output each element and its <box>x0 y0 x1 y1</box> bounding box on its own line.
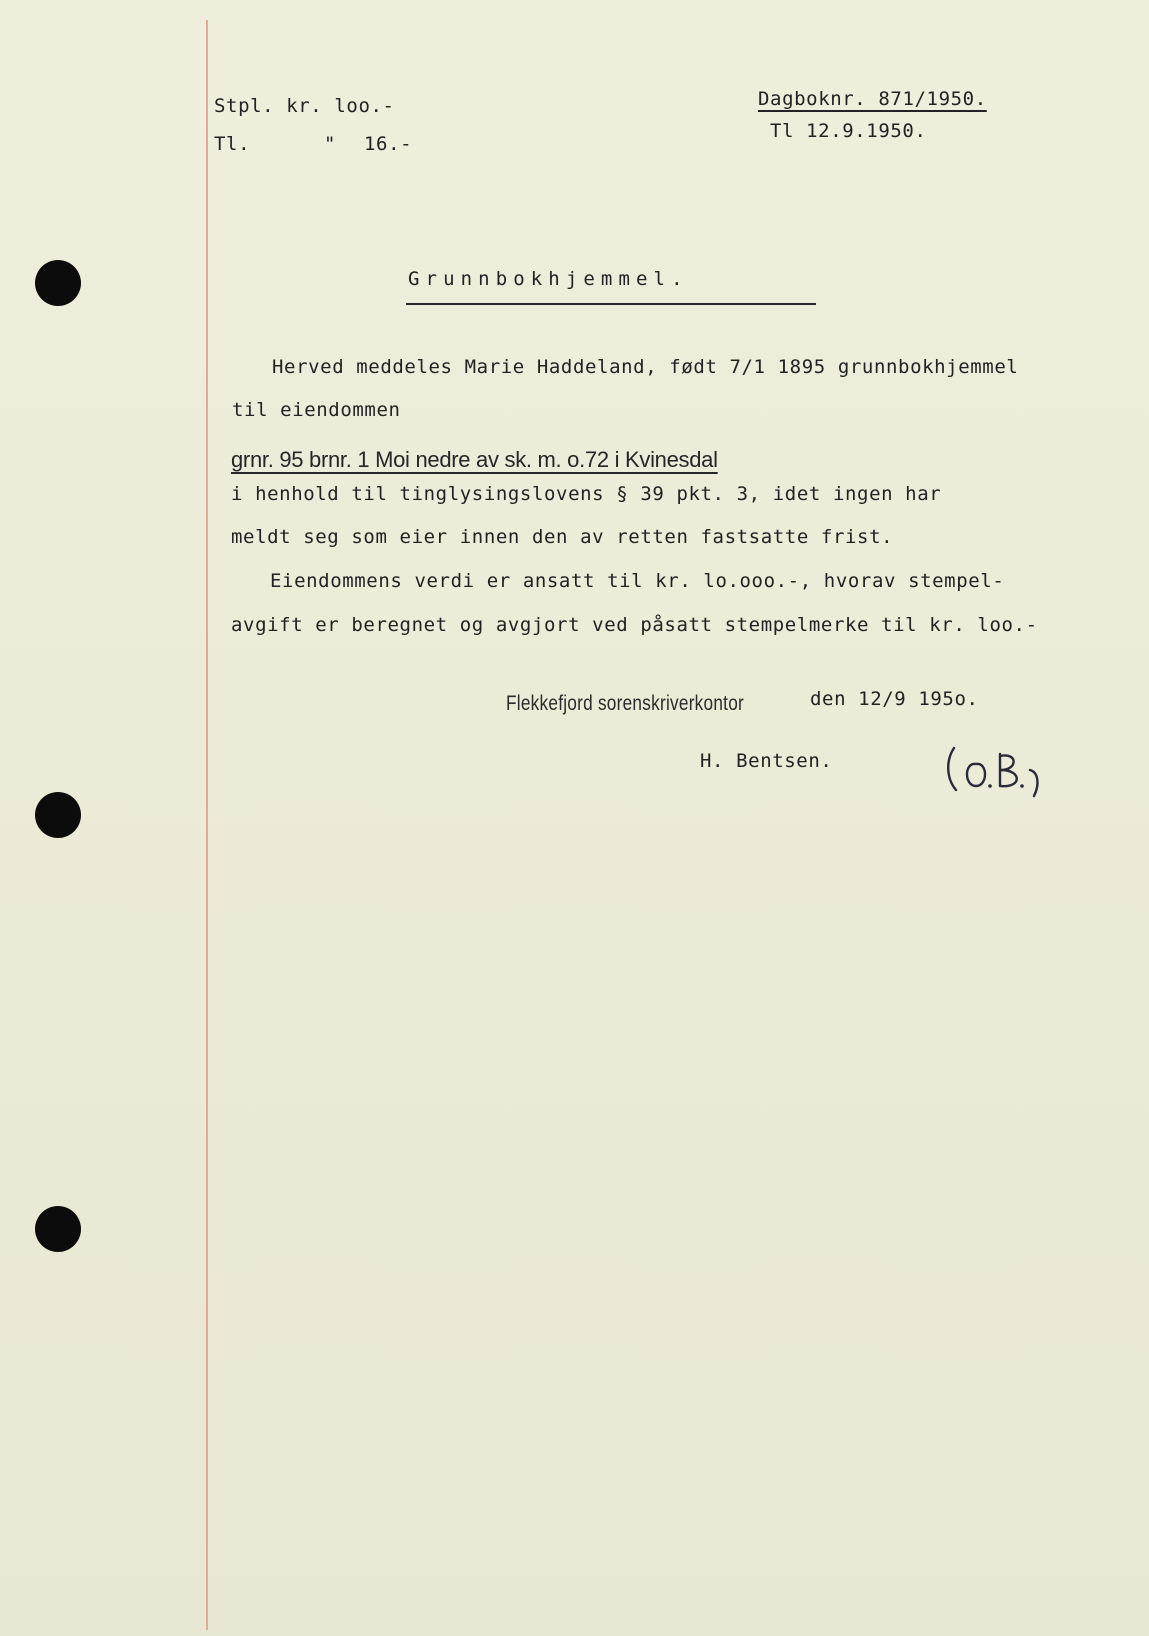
journal-number: Dagboknr. 871/1950. <box>758 88 987 110</box>
office-stamp: Flekkefjord sorenskriverkontor <box>506 692 745 715</box>
handwritten-initials <box>946 740 1046 800</box>
margin-rule <box>206 20 208 1630</box>
registered-date: Tl 12.9.1950. <box>770 120 927 142</box>
punch-hole-middle <box>35 792 81 838</box>
registration-fee-label: Tl. <box>214 133 251 155</box>
title-underline <box>406 303 816 305</box>
ditto-mark: " <box>324 133 337 155</box>
body-line-4: i henhold til tinglysingslovens § 39 pkt. 3, idet ingen har <box>231 483 942 505</box>
body-line-1: Herved meddeles Marie Haddeland, født 7/1 1895 grunnbokhjemmel <box>272 356 1019 378</box>
body-line-6: Eiendommens verdi er ansatt til kr. lo.ooo.-, hvorav stempel- <box>270 570 1005 592</box>
body-line-2: til eiendommen <box>232 399 401 421</box>
stamp-fee-line: Stpl. kr. loo.- <box>214 95 395 117</box>
body-line-7: avgift er beregnet og avgjort ved påsatt stempelmerke til kr. loo.- <box>231 614 1038 636</box>
signatory-name: H. Bentsen. <box>700 750 833 772</box>
punch-hole-top <box>35 260 81 306</box>
body-line-5: meldt seg som eier innen den av retten fastsatte frist. <box>231 526 894 548</box>
registration-fee-value: 16.- <box>364 133 413 155</box>
punch-hole-bottom <box>35 1206 81 1252</box>
document-title: Grunnbokhjemmel. <box>408 268 689 290</box>
issue-date: den 12/9 195o. <box>810 688 979 710</box>
property-designation: grnr. 95 brnr. 1 Moi nedre av sk. m. o.72 i Kvinesdal <box>231 447 718 472</box>
